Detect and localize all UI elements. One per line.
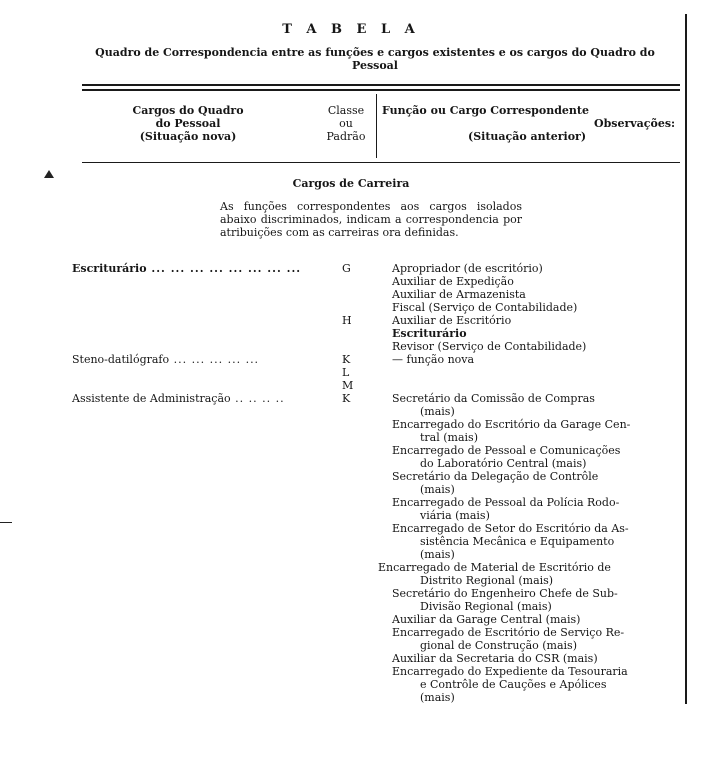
escriturario-h-items xyxy=(392,314,586,353)
funcao-item: Auxiliar de Expedição xyxy=(392,275,514,288)
table-subtitle: Quadro de Correspondencia entre as funções e cargos existentes e os cargos do Quadro do Pessoal xyxy=(95,46,655,72)
funcao-item: Auxiliar de Armazenista xyxy=(392,288,526,301)
col-cargos-line2: do Pessoal xyxy=(155,117,221,130)
col-situacao-anterior: (Situação anterior) xyxy=(468,130,587,143)
funcao-item: Encarregado do Expediente da Tesouraria xyxy=(392,665,628,678)
funcao-item: Revisor (Serviço de Contabilidade) xyxy=(392,340,587,353)
funcao-item: Secretário da Delegação de Contrôle xyxy=(392,470,599,483)
funcao-item-cont: (mais) xyxy=(420,483,455,496)
funcao-item: Secretário do Engenheiro Chefe de Sub- xyxy=(392,587,618,600)
header-top-rule-2 xyxy=(82,89,680,91)
classe-m: M xyxy=(342,379,354,392)
funcao-item-cont: (mais) xyxy=(420,691,455,704)
funcao-item: Encarregado de Material de Escritório de xyxy=(378,561,611,574)
table-title: T A B E L A xyxy=(282,22,420,37)
cargo-assistente xyxy=(72,392,285,405)
cargo-escriturario xyxy=(72,262,301,275)
classe-k: K xyxy=(342,353,351,366)
leader-dots: .. .. .. .. xyxy=(230,392,285,405)
margin-tick xyxy=(0,522,12,523)
funcao-item-cont: sistência Mecânica e Equipamento xyxy=(420,535,615,548)
steno-classes xyxy=(342,353,353,392)
header-bottom-rule xyxy=(82,162,680,163)
funcao-item-cont: (mais) xyxy=(420,548,455,561)
funcao-item: Auxiliar de Escritório xyxy=(392,314,512,327)
col-cargos-line3: (Situação nova) xyxy=(139,130,237,143)
section-intro: As funções correspondentes aos cargos isolados abaixo discriminados, indicam a correspondencia por atribuições com as carreiras ora definidas. xyxy=(220,200,522,239)
col-cargos-header xyxy=(118,104,258,143)
col-cargos-line1: Cargos do Quadro xyxy=(132,104,244,117)
funcao-item: Apropriador (de escritório) xyxy=(392,262,543,275)
funcao-item-cont: Distrito Regional (mais) xyxy=(420,574,554,587)
col-funcao-header: Função ou Cargo Correspondente xyxy=(382,104,589,117)
cargo-escriturario-label: Escriturário xyxy=(72,262,147,275)
leader-dots: ... ... ... ... ... xyxy=(169,353,260,366)
cargo-steno-label: Steno-datilógrafo xyxy=(72,353,170,366)
col-classe-line3: Padrão xyxy=(326,130,366,143)
funcao-item: Secretário da Comissão de Compras xyxy=(392,392,595,405)
funcao-item: Encarregado de Pessoal da Polícia Rodo- xyxy=(392,496,620,509)
funcao-item: Fiscal (Serviço de Contabilidade) xyxy=(392,301,578,314)
col-classe-line2: ou xyxy=(339,117,353,130)
leader-dots: ... ... ... ... ... ... ... ... xyxy=(146,262,302,275)
col-classe-header xyxy=(318,104,374,143)
funcao-item: Encarregado do Escritório da Garage Cen- xyxy=(392,418,631,431)
funcao-item-cont: tral (mais) xyxy=(420,431,478,444)
classe-g: G xyxy=(342,262,351,275)
funcao-item: Auxiliar da Secretaria do CSR (mais) xyxy=(392,652,598,665)
funcao-item: Encarregado de Pessoal e Comunicações xyxy=(392,444,621,457)
funcao-item-cont: gional de Construção (mais) xyxy=(420,639,577,652)
col-observacoes-header: Observações: xyxy=(594,117,676,130)
funcao-item: Encarregado de Setor do Escritório da As- xyxy=(392,522,629,535)
funcao-item-cont: (mais) xyxy=(420,405,455,418)
funcao-item-cont: e Contrôle de Cauções e Apólices xyxy=(420,678,607,691)
funcao-item: Encarregado de Escritório de Serviço Re- xyxy=(392,626,625,639)
funcao-item-cont: do Laboratório Central (mais) xyxy=(420,457,587,470)
classe-h: H xyxy=(342,314,352,327)
cargo-assistente-label: Assistente de Administração xyxy=(72,392,231,405)
escriturario-g-items xyxy=(392,262,577,314)
steno-funcao: — função nova xyxy=(392,353,475,366)
col-classe-line1: Classe xyxy=(327,104,365,117)
classe-l: L xyxy=(342,366,350,379)
funcao-item: Auxiliar da Garage Central (mais) xyxy=(392,613,581,626)
classe-k-assistente: K xyxy=(342,392,351,405)
assistente-items xyxy=(378,392,680,704)
header-top-rule xyxy=(82,84,680,86)
cargo-steno xyxy=(72,353,259,366)
funcao-item: Escriturário xyxy=(392,327,467,340)
funcao-item-cont: Divisão Regional (mais) xyxy=(420,600,552,613)
right-border-line xyxy=(685,14,687,704)
column-separator xyxy=(376,94,377,158)
funcao-item-cont: viária (mais) xyxy=(420,509,490,522)
section-heading: Cargos de Carreira xyxy=(292,177,410,190)
